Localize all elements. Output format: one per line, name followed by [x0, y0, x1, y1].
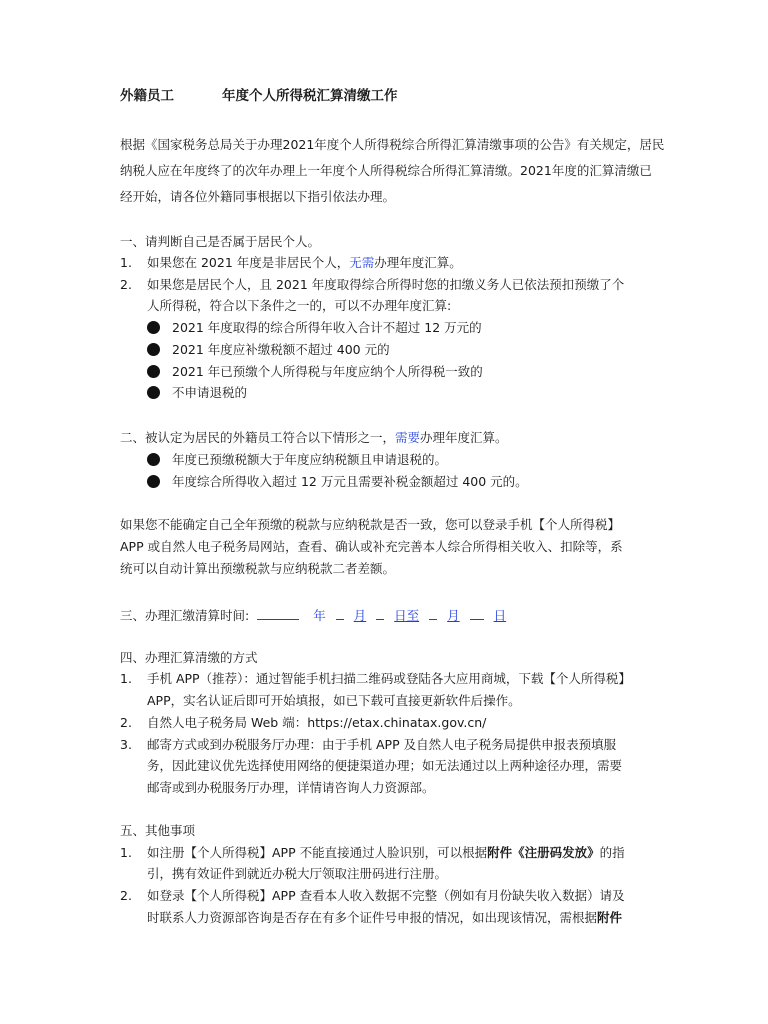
s4-item-3-line-3: 邮寄或到办税服务厅办理，详情请咨询人力资源部。 [147, 780, 435, 795]
bullet-dot-icon [147, 475, 160, 488]
no-need-emphasis: 无需 [349, 255, 375, 270]
s5-item-1-text-a: 如注册【个人所得税】APP 不能直接通过人脸识别，可以根据 [147, 845, 488, 860]
s5-item-2-line-1: 如登录【个人所得税】APP 查看本人收入数据不完整（例如有月份缺失收入数据）请及 [147, 888, 625, 903]
section-3-deadline [120, 605, 506, 624]
month2-blank [429, 605, 437, 620]
s5-item-1-line-1 [147, 845, 625, 861]
s4-item-2-line-1: 自然人电子税务局 Web 端：https://etax.chinatax.gov.cn/ [147, 715, 487, 730]
day-blank [376, 605, 384, 620]
s1-item-2-line-1: 如果您是居民个人，且 2021 年度取得综合所得时您的扣缴义务人已依法预扣预缴了个 [147, 277, 625, 292]
month-label: 月 [353, 608, 367, 623]
bullet-dot-icon [147, 453, 160, 466]
section-4-title: 四、办理汇算清缴的方式 [120, 650, 258, 665]
day-to-label: 日至 [394, 608, 420, 623]
s1-item-2-line-2: 人所得税，符合以下条件之一的，可以不办理年度汇算: [147, 298, 452, 313]
year-blank [257, 605, 299, 620]
need-emphasis: 需要 [395, 430, 421, 445]
list-number: 2. [120, 715, 132, 730]
para-line-1: 如果您不能确定自己全年预缴的税款与应纳税款是否一致，您可以登录手机【个人所得税】 [120, 517, 621, 532]
list-number: 1. [120, 255, 132, 270]
s1-item-1-text-a: 如果您在 2021 年度是非居民个人， [147, 255, 350, 270]
month-blank [336, 605, 344, 620]
bullet-text: 年度已预缴税额大于年度应纳税额且申请退税的。 [172, 452, 448, 467]
bullet-text: 年度综合所得收入超过 12 万元且需要补税金额超过 400 元的。 [172, 474, 528, 489]
list-number: 3. [120, 737, 132, 752]
title-right: 年度个人所得税汇算清缴工作 [222, 88, 398, 104]
bullet-item [147, 385, 247, 401]
s1-item-1 [147, 255, 462, 271]
bullet-text: 2021 年度取得的综合所得年收入合计不超过 12 万元的 [172, 320, 482, 335]
document-title [120, 88, 398, 104]
intro-line-1: 根据《国家税务总局关于办理2021年度个人所得税综合所得汇算清缴事项的公告》有关规定，居民 [120, 137, 665, 152]
bullet-item [147, 320, 482, 336]
list-number: 1. [120, 845, 132, 860]
bullet-item [147, 474, 528, 490]
s1-item-1-text-c: 办理年度汇算。 [374, 255, 462, 270]
s5-item-2-line-2 [147, 910, 622, 926]
s4-item-3-line-1: 邮寄方式或到办税服务厅办理：由于手机 APP 及自然人电子税务局提供申报表预填服 [147, 737, 617, 752]
bullet-text: 不申请退税的 [172, 385, 248, 400]
bullet-text: 2021 年已预缴个人所得税与年度应纳个人所得税一致的 [172, 364, 483, 379]
year-label: 年 [313, 608, 326, 623]
section-5-title: 五、其他事项 [120, 823, 196, 838]
attachment-reference: 附件 [597, 910, 623, 925]
list-number: 2. [120, 277, 132, 292]
para-line-3: 统可以自动计算出预缴税款与应纳税款二者差额。 [120, 561, 396, 576]
s5-item-2-text-a: 时联系人力资源部咨询是否存在有多个证件号申报的情况，如出现该情况，需根据 [147, 910, 598, 925]
bullet-item [147, 364, 483, 380]
intro-line-3: 经开始，请各位外籍同事根据以下指引依法办理。 [120, 189, 396, 204]
s5-item-1-text-c: 的指 [599, 845, 625, 860]
month2-label: 月 [447, 608, 460, 623]
section-2-title [120, 430, 508, 446]
s5-item-1-line-2: 引，携有效证件到就近办税大厅领取注册码进行注册。 [147, 866, 448, 881]
bullet-dot-icon [147, 386, 160, 399]
bullet-dot-icon [147, 321, 160, 334]
bullet-text: 2021 年度应补缴税额不超过 400 元的 [172, 342, 390, 357]
s2-title-a: 二、被认定为居民的外籍员工符合以下情形之一， [120, 430, 396, 445]
s4-item-1-line-2: APP，实名认证后即可开始填报，如已下载可直接更新软件后操作。 [147, 693, 521, 708]
title-left: 外籍员工 [120, 88, 174, 104]
day2-blank [470, 605, 484, 620]
para-line-2: APP 或自然人电子税务局网站，查看、确认或补充完善本人综合所得相关收入、扣除等，系 [120, 539, 623, 554]
s4-item-3-line-2: 务，因此建议优先选择使用网络的便捷渠道办理；如无法通过以上两种途径办理，需要 [147, 758, 623, 773]
s4-item-1-line-1: 手机 APP（推荐）：通过智能手机扫描二维码或登陆各大应用商城，下载【个人所得税】 [147, 671, 631, 686]
section-1-title: 一、请判断自己是否属于居民个人。 [120, 234, 321, 249]
bullet-item [147, 342, 390, 358]
day2-label: 日 [493, 608, 507, 623]
list-number: 2. [120, 888, 132, 903]
intro-line-2: 纳税人应在年度终了的次年办理上一年度个人所得税综合所得汇算清缴。2021年度的汇算清缴已 [120, 163, 652, 178]
deadline-label: 三、办理汇缴清算时间: [120, 608, 250, 623]
list-number: 1. [120, 671, 132, 686]
bullet-item [147, 452, 447, 468]
bullet-dot-icon [147, 343, 160, 356]
s2-title-c: 办理年度汇算。 [420, 430, 508, 445]
bullet-dot-icon [147, 365, 160, 378]
attachment-reference: 附件《注册码发放》 [487, 845, 600, 860]
